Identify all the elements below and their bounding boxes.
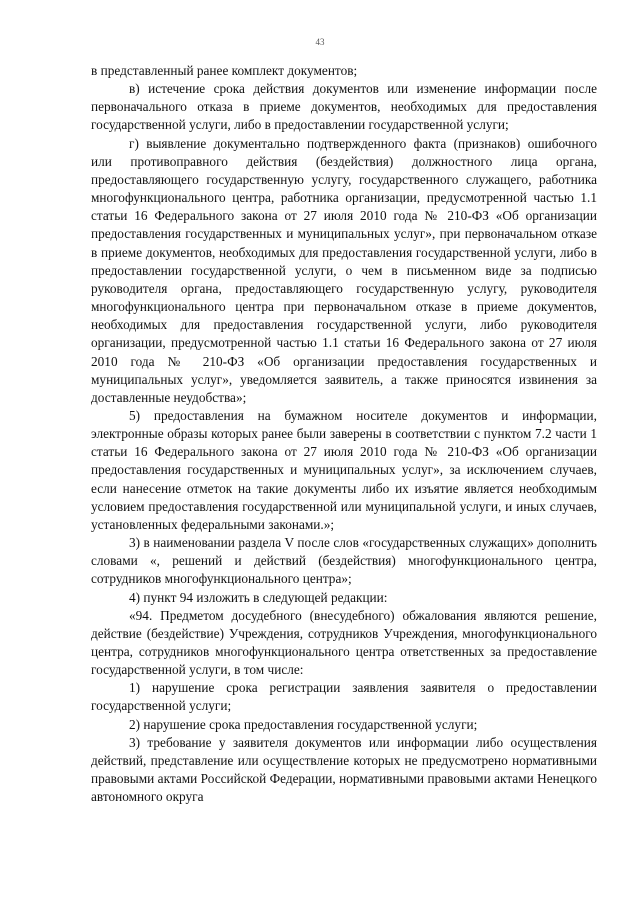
paragraph: 2) нарушение срока предоставления государственной услуги; xyxy=(129,716,478,732)
paragraph: 3) в наименовании раздела V после слов «государственных служащих» дополнить словами «, решений и действий (бездействия) многофункционального центра, сотрудников многофункционального центра»; xyxy=(91,535,597,587)
paragraph: 1) нарушение срока регистрации заявления заявителя о предоставлении государственной услуги; xyxy=(91,680,597,714)
document-body xyxy=(91,62,597,806)
paragraph: 5) предоставления на бумажном носителе документов и информации, электронные образы которых ранее были заверены в соответствии с пунктом 7.2 части 1 статьи 16 Федерального закона от 27 июля 2010 года № 210-ФЗ «Об организации предоставления государственных и муниципальных услуг», за исключением случаев, если нанесение отметок на такие документы либо их изъятие является необходимым условием предоставления государственной или муниципальной услуги, и иных случаев, установленных федеральными законами.»; xyxy=(91,407,597,532)
page-number: 43 xyxy=(315,37,325,47)
paragraph: в представленный ранее комплект документов; xyxy=(91,63,358,78)
paragraph: г) выявление документально подтвержденного факта (признаков) ошибочного или противоправного действия (бездействия) должностного лица органа, предоставляющего государственную услугу, государственного служащего, работника многофункционального центра, работника организации, предусмотренной частью 1.1 статьи 16 Федерального закона от 27 июля 2010 года № 210-ФЗ «Об организации предоставления государственных и муниципальных услуг», при первоначальном отказе в приеме документов, необходимых для предоставления государственной услуги, либо в предоставлении государственной услуги, о чем в письменном виде за подписью руководителя органа, предоставляющего государственную услугу, руководителя многофункционального центра при первоначальном отказе в приеме документов, необходимых для предоставления государственной услуги, либо руководителя организации, предусмотренной частью 1.1 статьи 16 Федерального закона от 27 июля 2010 года № 210-ФЗ «Об организации предоставления государственных и муниципальных услуг», уведомляется заявитель, а также приносятся извинения за доставленные неудобства»; xyxy=(91,135,597,405)
paragraph: 3) требование у заявителя документов или информации либо осуществления действий, представление или осуществление которых не предусмотрено нормативными правовыми актами Российской Федерации, нормативными правовыми актами Ненецкого автономного округа xyxy=(91,734,597,805)
paragraph: 4) пункт 94 изложить в следующей редакции: xyxy=(129,589,388,605)
paragraph: «94. Предметом досудебного (внесудебного) обжалования являются решение, действие (бездействие) Учреждения, сотрудников Учреждения, многофункционального центра, сотрудников многофункционального центра ответственных за предоставление государственной услуги, в том числе: xyxy=(91,607,597,678)
paragraph: в) истечение срока действия документов или изменение информации после первоначального отказа в приеме документов, необходимых для предоставления государственной услуги, либо в предоставлении государственной услуги; xyxy=(91,81,597,133)
